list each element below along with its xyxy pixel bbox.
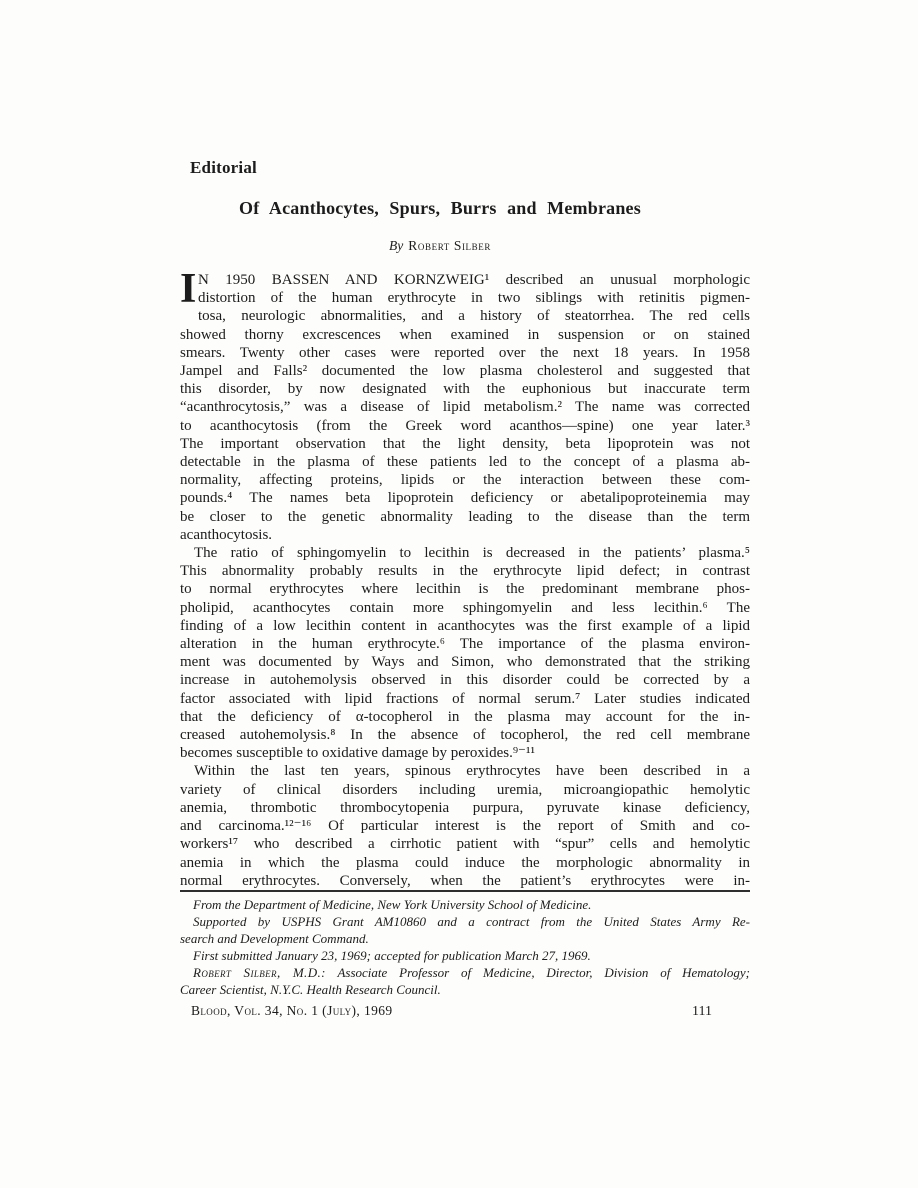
text-line: pholipid, acanthocytes contain more sphingomyelin and less lecithin.⁶ The <box>180 599 750 616</box>
page-footer <box>180 1003 750 1020</box>
text-line: The important observation that the light density, beta lipoprotein was not <box>180 435 750 452</box>
text-line: The ratio of sphingomyelin to lecithin is decreased in the patients’ plasma.⁵ <box>194 545 750 562</box>
footnote-author-name: Robert Silber, M.D.: <box>193 965 326 980</box>
text-line: to acanthocytosis (from the Greek word acanthos—spine) one year later.³ <box>180 417 750 434</box>
text-line: alteration in the human erythrocyte.⁶ The importance of the plasma environ- <box>180 636 750 653</box>
byline <box>180 238 700 254</box>
text-line: ment was documented by Ways and Simon, who demonstrated that the striking <box>180 654 750 671</box>
footnote-submission <box>180 947 750 964</box>
text-line: normality, affecting proteins, lipids or the interaction between these com- <box>180 472 750 489</box>
text-line: From the Department of Medicine, New York University School of Medicine. <box>193 897 592 912</box>
text-line: smears. Twenty other cases were reported over the next 18 years. In 1958 <box>180 344 750 361</box>
text-line: showed thorny excrescences when examined in suspension or on stained <box>180 326 750 343</box>
text-line: tosa, neurologic abnormalities, and a history of steatorrhea. The red cells <box>198 308 750 325</box>
paragraph-2 <box>180 544 750 762</box>
text-line: Within the last ten years, spinous erythrocytes have been described in a <box>194 763 750 780</box>
paragraph-1-lines <box>180 266 750 544</box>
text-line: distortion of the human erythrocyte in two siblings with retinitis pigmen- <box>198 290 750 307</box>
text-line: This abnormality probably results in the erythrocyte lipid defect; in contrast <box>180 563 750 580</box>
byline-prefix: By <box>389 238 404 253</box>
text-line: this disorder, by now designated with the euphonious but inaccurate term <box>180 381 750 398</box>
text-line: be closer to the genetic abnormality leading to the disease than the term <box>180 508 750 525</box>
text-line: anemia in which the plasma could induce the morphologic abnormality in <box>180 854 750 871</box>
article-title: Of Acanthocytes, Spurs, Burrs and Membranes <box>239 198 641 218</box>
text-line: “acanthrocytosis,” was a disease of lipid metabolism.² The name was corrected <box>180 399 750 416</box>
text-line: becomes susceptible to oxidative damage by peroxides.⁹⁻¹¹ <box>180 745 535 762</box>
journal-citation: Blood, Vol. 34, No. 1 (July), 1969 <box>191 1003 393 1018</box>
text-line: finding of a low lecithin content in acanthocytes was the first example of a lipid <box>180 617 750 634</box>
text-line: increase in autohemolysis observed in this disorder could be corrected by a <box>180 672 750 689</box>
text-line: normal erythrocytes. Conversely, when the patient’s erythrocytes were in- <box>180 872 750 889</box>
text-line: creased autohemolysis.⁸ In the absence of tocopherol, the red cell membrane <box>180 727 750 744</box>
text-line: Jampel and Falls² documented the low plasma cholesterol and suggested that <box>180 363 750 380</box>
text-line: acanthocytosis. <box>180 526 273 543</box>
paragraph-3 <box>180 762 750 889</box>
text-line: and carcinoma.¹²⁻¹⁶ Of particular interest is the report of Smith and co- <box>180 818 750 835</box>
page-number: 111 <box>692 1004 712 1019</box>
text-line: workers¹⁷ who described a cirrhotic patient with “spur” cells and hemolytic <box>180 836 750 853</box>
footnote-rule <box>180 890 750 892</box>
section-label: Editorial <box>190 158 257 177</box>
footnote-author-line1 <box>180 964 750 981</box>
article-body <box>180 266 750 890</box>
text-line: to normal erythrocytes where lecithin is the predominant membrane phos- <box>180 581 750 598</box>
dropcap-initial: I <box>180 266 197 312</box>
footnote-author-titles: Associate Professor of Medicine, Director, Division of Hematology; <box>325 965 750 980</box>
text-line: First submitted January 23, 1969; accepted for publication March 27, 1969. <box>193 948 591 963</box>
footnote-affiliation <box>180 896 750 913</box>
footnotes <box>180 896 750 998</box>
text-line: that the deficiency of α-tocopherol in the plasma may account for the in- <box>180 708 750 725</box>
footnote-support <box>180 913 750 947</box>
byline-author: Robert Silber <box>408 238 491 253</box>
text-line: search and Development Command. <box>180 931 369 946</box>
footnote-author-line2: Career Scientist, N.Y.C. Health Research Council. <box>180 982 441 997</box>
text-line: N 1950 BASSEN AND KORNZWEIG¹ described an unusual morphologic <box>198 272 750 288</box>
text-line: detectable in the plasma of these patients led to the concept of a plasma ab- <box>180 454 750 471</box>
text-line: factor associated with lipid fractions of normal serum.⁷ Later studies indicated <box>180 690 750 707</box>
paragraph-1 <box>180 266 750 544</box>
text-line: Supported by USPHS Grant AM10860 and a contract from the United States Army Re- <box>193 914 750 929</box>
footnote-author <box>180 964 750 998</box>
text-line: anemia, thrombotic thrombocytopenia purpura, pyruvate kinase deficiency, <box>180 799 750 816</box>
text-line: variety of clinical disorders including uremia, microangiopathic hemolytic <box>180 781 750 798</box>
text-line: pounds.⁴ The names beta lipoprotein deficiency or abetalipoproteinemia may <box>180 490 750 507</box>
